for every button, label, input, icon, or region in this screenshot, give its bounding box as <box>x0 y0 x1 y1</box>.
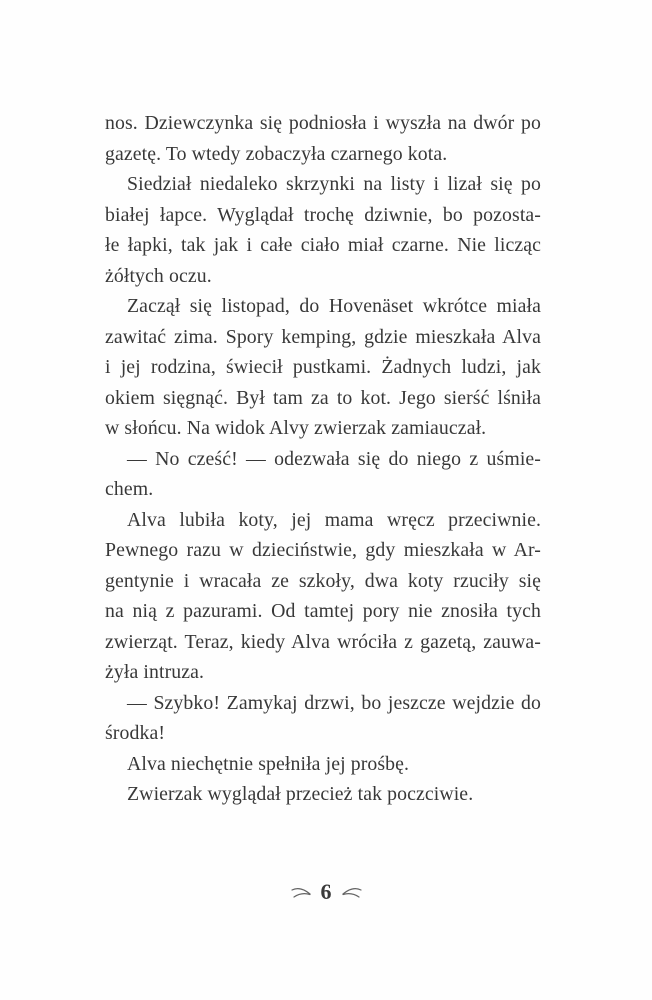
text-line: na nią z pazurami. Od tamtej pory nie znosiła tych <box>105 600 541 622</box>
text-line: zwierząt. Teraz, kiedy Alva wróciła z gazetą, zauwa- <box>105 630 541 653</box>
text-line: Siedział niedaleko skrzynki na listy i lizał się po <box>127 173 541 195</box>
text-line: Pewnego razu w dzieciństwie, gdy mieszkała w Ar- <box>105 539 541 561</box>
text-line: środka! <box>105 722 166 744</box>
text-line: nos. Dziewczynka się podniosła i wyszła na dwór po <box>105 112 541 134</box>
text-line: okiem sięgnąć. Był tam za to kot. Jego sierść lśniła <box>105 386 541 409</box>
text-line: białej łapce. Wyglądał trochę dziwnie, bo pozosta- <box>105 203 541 226</box>
text-line: Alva niechętnie spełniła jej prośbę. <box>127 752 410 775</box>
text-line: zawitać zima. Spory kemping, gdzie mieszkała Alva <box>105 325 541 348</box>
wing-flourish-left-icon <box>290 886 314 899</box>
text-line: Zaczął się listopad, do Hovenäset wkrótce miała <box>127 295 541 317</box>
page-footer <box>0 879 652 905</box>
text-line: gazetę. To wtedy zobaczyła czarnego kota. <box>105 142 448 165</box>
body-text <box>105 108 541 810</box>
text-line: Zwierzak wyglądał przecież tak poczciwie. <box>127 783 474 805</box>
page-number: 6 <box>320 879 332 904</box>
text-line: w słońcu. Na widok Alvy zwierzak zamiauczał. <box>105 417 487 439</box>
text-line: — Szybko! Zamykaj drzwi, bo jeszcze wejdzie do <box>127 691 541 714</box>
text-line: żółtych oczu. <box>105 264 212 287</box>
text-line: chem. <box>105 478 154 500</box>
text-line: — No cześć! — odezwała się do niego z uśmie- <box>127 447 541 470</box>
text-line: łe łapki, tak jak i całe ciało miał czarne. Nie licząc <box>105 234 541 256</box>
text-line: żyła intruza. <box>105 661 205 683</box>
wing-flourish-right-icon <box>339 886 363 899</box>
text-line: gentynie i wracała ze szkoły, dwa koty rzuciły się <box>105 569 541 592</box>
text-line: Alva lubiła koty, jej mama wręcz przeciwnie. <box>127 508 541 531</box>
text-line: i jej rodzina, świecił pustkami. Żadnych ludzi, jak <box>105 356 541 378</box>
